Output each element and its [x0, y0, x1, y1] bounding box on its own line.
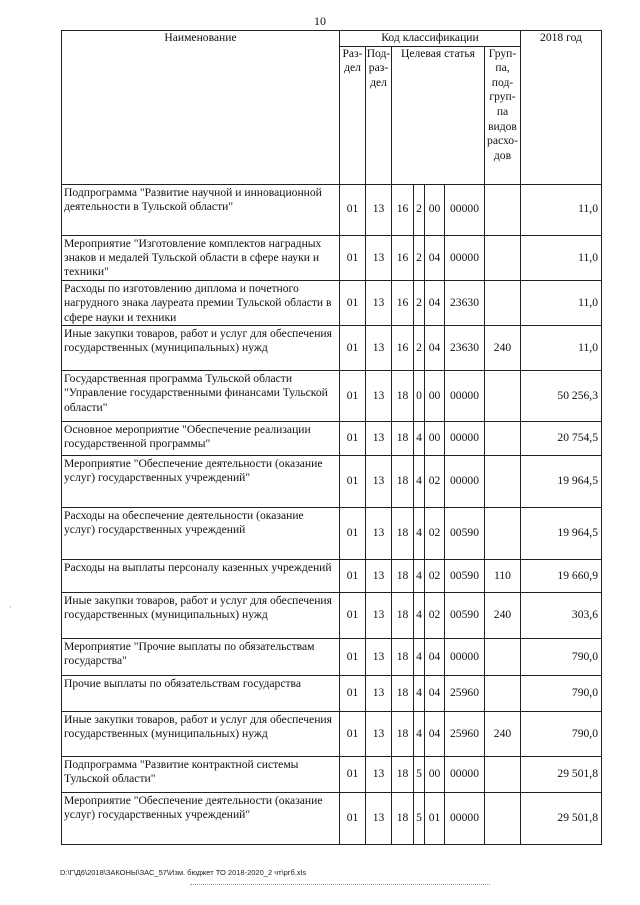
row-name: Иные закупки товаров, работ и услуг для обеспечения государственных (муниципальных) нужд: [62, 593, 340, 639]
row-name: Мероприятие "Прочие выплаты по обязательствам государства": [62, 639, 340, 676]
row-event-code: 01: [425, 793, 445, 845]
header-classification-code: Код классификации: [340, 31, 521, 47]
row-expense-group-code: [485, 280, 521, 325]
row-subsection-code: 13: [366, 326, 392, 371]
row-subsection-code: 13: [366, 560, 392, 593]
footer-file-path: D:\Г\Д6\2018\ЗАКОНЫ\ЗАС_57\Изм. бюджет ТО 2018-2020_2 чт\ргб.xls: [60, 868, 307, 877]
row-subprogram-code: 4: [414, 456, 425, 508]
row-name: Расходы по изготовлению диплома и почетного нагрудного знака лауреата премии Тульской области в сфере науки и техники: [62, 280, 340, 325]
row-expense-group-code: [485, 456, 521, 508]
row-subsection-code: 13: [366, 184, 392, 235]
row-direction-code: 00000: [445, 456, 485, 508]
row-event-code: 02: [425, 508, 445, 560]
row-expense-group-code: [485, 508, 521, 560]
row-event-code: 00: [425, 371, 445, 422]
row-direction-code: 00000: [445, 757, 485, 793]
row-direction-code: 00590: [445, 508, 485, 560]
row-program-code: 16: [392, 235, 414, 280]
row-section-code: 01: [340, 235, 366, 280]
footer-divider: [190, 884, 490, 885]
row-direction-code: 00000: [445, 371, 485, 422]
row-section-code: 01: [340, 593, 366, 639]
row-amount: 790,0: [521, 712, 602, 757]
row-amount: 11,0: [521, 280, 602, 325]
row-event-code: 04: [425, 639, 445, 676]
row-amount: 20 754,5: [521, 422, 602, 456]
row-event-code: 02: [425, 560, 445, 593]
row-section-code: 01: [340, 793, 366, 845]
row-event-code: 02: [425, 456, 445, 508]
row-amount: 303,6: [521, 593, 602, 639]
table-row: [62, 235, 602, 280]
row-subsection-code: 13: [366, 712, 392, 757]
row-event-code: 04: [425, 326, 445, 371]
row-subsection-code: 13: [366, 280, 392, 325]
row-direction-code: 25960: [445, 712, 485, 757]
table-row: [62, 280, 602, 325]
row-subprogram-code: 4: [414, 676, 425, 712]
header-year: 2018 год: [521, 31, 602, 185]
row-amount: 19 660,9: [521, 560, 602, 593]
row-direction-code: 00000: [445, 639, 485, 676]
row-name: Подпрограмма "Развитие научной и инновационной деятельности в Тульской области": [62, 184, 340, 235]
page-number: 10: [314, 14, 326, 28]
table-row: [62, 422, 602, 456]
row-amount: 29 501,8: [521, 793, 602, 845]
row-name: Основное мероприятие "Обеспечение реализации государственной программы": [62, 422, 340, 456]
table-row: [62, 184, 602, 235]
row-subprogram-code: 2: [414, 184, 425, 235]
row-program-code: 18: [392, 593, 414, 639]
row-expense-group-code: [485, 235, 521, 280]
row-name: Государственная программа Тульской области "Управление государственными финансами Тульской области": [62, 371, 340, 422]
row-amount: 19 964,5: [521, 508, 602, 560]
row-program-code: 18: [392, 422, 414, 456]
row-subprogram-code: 5: [414, 757, 425, 793]
row-section-code: 01: [340, 639, 366, 676]
row-subprogram-code: 5: [414, 793, 425, 845]
row-subsection-code: 13: [366, 593, 392, 639]
header-expense-group: Груп-па, под-груп-па видов расхо-дов: [485, 46, 521, 184]
row-subprogram-code: 2: [414, 280, 425, 325]
row-expense-group-code: 240: [485, 712, 521, 757]
row-expense-group-code: 240: [485, 593, 521, 639]
row-section-code: 01: [340, 326, 366, 371]
row-section-code: 01: [340, 560, 366, 593]
row-section-code: 01: [340, 456, 366, 508]
row-section-code: 01: [340, 757, 366, 793]
row-name: Подпрограмма "Развитие контрактной системы Тульской области": [62, 757, 340, 793]
row-subsection-code: 13: [366, 639, 392, 676]
row-expense-group-code: [485, 371, 521, 422]
row-event-code: 00: [425, 422, 445, 456]
row-expense-group-code: [485, 757, 521, 793]
row-program-code: 18: [392, 676, 414, 712]
row-amount: 50 256,3: [521, 371, 602, 422]
row-direction-code: 00000: [445, 235, 485, 280]
table-row: [62, 793, 602, 845]
row-event-code: 00: [425, 757, 445, 793]
row-subprogram-code: 0: [414, 371, 425, 422]
row-program-code: 18: [392, 456, 414, 508]
row-program-code: 18: [392, 560, 414, 593]
row-subprogram-code: 2: [414, 326, 425, 371]
row-subprogram-code: 2: [414, 235, 425, 280]
header-target-item: Целевая статья: [392, 46, 485, 184]
row-subsection-code: 13: [366, 235, 392, 280]
row-program-code: 18: [392, 371, 414, 422]
row-direction-code: 00590: [445, 593, 485, 639]
row-subsection-code: 13: [366, 793, 392, 845]
table-row: [62, 593, 602, 639]
row-section-code: 01: [340, 184, 366, 235]
row-amount: 790,0: [521, 639, 602, 676]
row-name: Иные закупки товаров, работ и услуг для обеспечения государственных (муниципальных) нужд: [62, 326, 340, 371]
row-section-code: 01: [340, 371, 366, 422]
table-row: [62, 560, 602, 593]
row-event-code: 04: [425, 712, 445, 757]
row-subprogram-code: 4: [414, 508, 425, 560]
table-row: [62, 757, 602, 793]
row-event-code: 04: [425, 235, 445, 280]
row-subprogram-code: 4: [414, 422, 425, 456]
table-row: [62, 456, 602, 508]
row-subprogram-code: 4: [414, 593, 425, 639]
row-section-code: 01: [340, 508, 366, 560]
row-name: Прочие выплаты по обязательствам государства: [62, 676, 340, 712]
row-section-code: 01: [340, 712, 366, 757]
row-section-code: 01: [340, 422, 366, 456]
row-amount: 11,0: [521, 184, 602, 235]
header-section: Раз-дел: [340, 46, 366, 184]
row-amount: 29 501,8: [521, 757, 602, 793]
row-section-code: 01: [340, 280, 366, 325]
row-name: Расходы на выплаты персоналу казенных учреждений: [62, 560, 340, 593]
table-row: [62, 508, 602, 560]
table-row: [62, 371, 602, 422]
row-event-code: 04: [425, 676, 445, 712]
row-subprogram-code: 4: [414, 639, 425, 676]
row-expense-group-code: 110: [485, 560, 521, 593]
row-direction-code: 00000: [445, 184, 485, 235]
row-amount: 19 964,5: [521, 456, 602, 508]
row-expense-group-code: 240: [485, 326, 521, 371]
row-direction-code: 23630: [445, 280, 485, 325]
row-amount: 11,0: [521, 235, 602, 280]
row-program-code: 16: [392, 280, 414, 325]
row-direction-code: 00000: [445, 793, 485, 845]
row-program-code: 16: [392, 184, 414, 235]
row-direction-code: 25960: [445, 676, 485, 712]
row-event-code: 04: [425, 280, 445, 325]
row-expense-group-code: [485, 676, 521, 712]
row-name: Иные закупки товаров, работ и услуг для обеспечения государственных (муниципальных) нужд: [62, 712, 340, 757]
margin-mark: ·: [9, 602, 12, 612]
row-program-code: 18: [392, 639, 414, 676]
table-row: [62, 639, 602, 676]
row-name: Мероприятие "Изготовление комплектов наградных знаков и медалей Тульской области в сфере науки и техники": [62, 235, 340, 280]
row-event-code: 00: [425, 184, 445, 235]
table-row: [62, 326, 602, 371]
budget-table: [61, 30, 602, 845]
row-amount: 11,0: [521, 326, 602, 371]
row-subsection-code: 13: [366, 371, 392, 422]
row-direction-code: 00590: [445, 560, 485, 593]
row-program-code: 18: [392, 757, 414, 793]
row-expense-group-code: [485, 793, 521, 845]
row-section-code: 01: [340, 676, 366, 712]
row-event-code: 02: [425, 593, 445, 639]
row-subprogram-code: 4: [414, 712, 425, 757]
row-subsection-code: 13: [366, 508, 392, 560]
table-row: [62, 712, 602, 757]
table-row: [62, 676, 602, 712]
row-subsection-code: 13: [366, 456, 392, 508]
row-name: Мероприятие "Обеспечение деятельности (оказание услуг) государственных учреждений": [62, 793, 340, 845]
header-name: Наименование: [62, 31, 340, 185]
row-expense-group-code: [485, 422, 521, 456]
row-direction-code: 00000: [445, 422, 485, 456]
row-subsection-code: 13: [366, 422, 392, 456]
row-subsection-code: 13: [366, 676, 392, 712]
row-name: Мероприятие "Обеспечение деятельности (оказание услуг) государственных учреждений": [62, 456, 340, 508]
row-subsection-code: 13: [366, 757, 392, 793]
header-subsection: Под-раз-дел: [366, 46, 392, 184]
row-expense-group-code: [485, 639, 521, 676]
row-expense-group-code: [485, 184, 521, 235]
row-program-code: 16: [392, 326, 414, 371]
row-subprogram-code: 4: [414, 560, 425, 593]
row-amount: 790,0: [521, 676, 602, 712]
row-direction-code: 23630: [445, 326, 485, 371]
row-program-code: 18: [392, 508, 414, 560]
row-name: Расходы на обеспечение деятельности (оказание услуг) государственных учреждений: [62, 508, 340, 560]
row-program-code: 18: [392, 712, 414, 757]
row-program-code: 18: [392, 793, 414, 845]
